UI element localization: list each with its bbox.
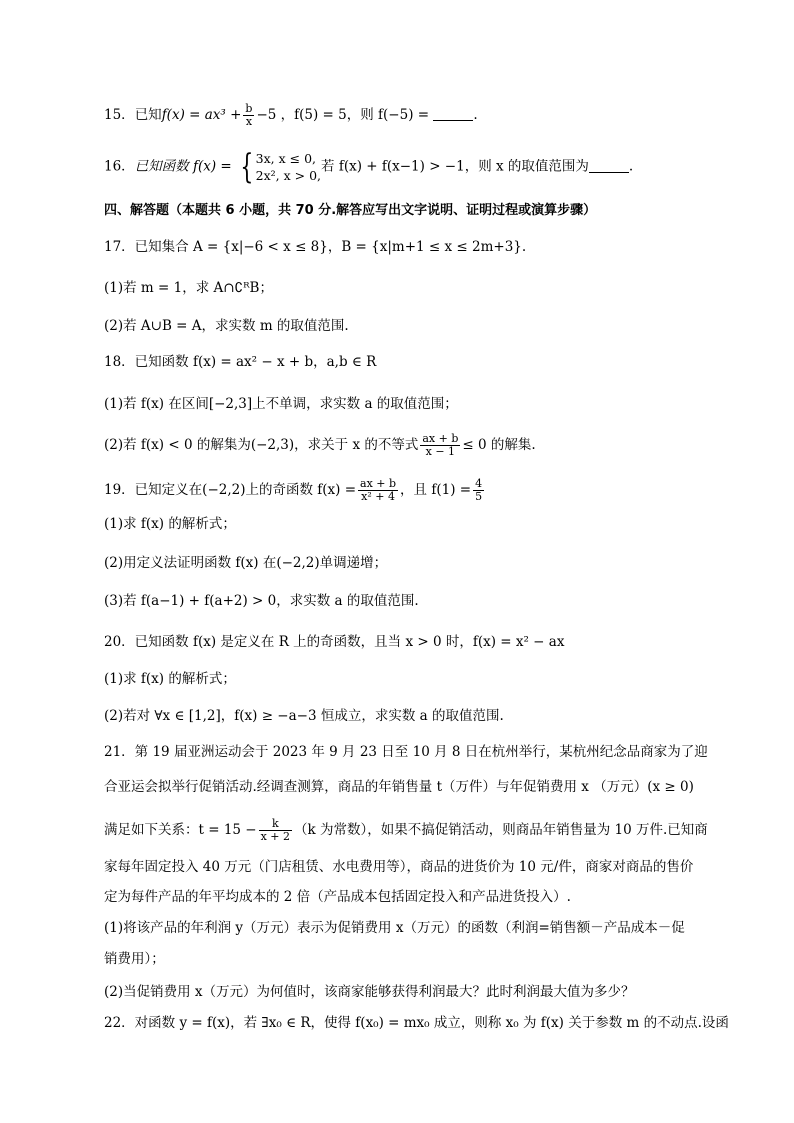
q18-fraction: [420, 433, 460, 458]
question-17-part-2: (2)若 A∪B = A，求实数 m 的取值范围.: [104, 318, 349, 334]
question-20-stem: 20．已知函数 f(x) 是定义在 R 上的奇函数，且当 x > 0 时，f(x) = x² − ax: [104, 634, 565, 650]
question-21-part-1a: (1)将该产品的年利润 y（万元）表示为促销费用 x（万元）的函数（利润=销售额－产品成本－促: [104, 920, 685, 936]
q21-l3-b: （k 为常数），如果不搞促销活动，则商品年销售量为 10 万件.已知商: [294, 822, 708, 838]
q15-frac-den: x: [245, 115, 253, 128]
question-18-stem: 18．已知函数 f(x) = ax² − x + b，a,b ∈ R: [104, 354, 377, 370]
q15-frac-num: b: [245, 102, 253, 115]
question-19-stem: [104, 478, 486, 503]
q16-case-2: 2x², x > 0,: [255, 168, 322, 183]
question-19-part-3: (3)若 f(a−1) + f(a+2) > 0，求实数 a 的取值范围.: [104, 593, 419, 609]
left-brace-icon: {: [240, 147, 254, 187]
question-21-part-1b: 销费用）；: [104, 951, 165, 967]
q21-frac-num: k: [259, 818, 292, 831]
question-18-part-1: (1)若 f(x) 在区间[−2,3]上不单调，求实数 a 的取值范围；: [104, 396, 458, 412]
q16-case-1: 3x, x ≤ 0,: [255, 151, 317, 166]
q18-p2-text-b: ≤ 0 的解集.: [462, 437, 536, 453]
q15-answer-blank: [433, 106, 473, 121]
question-16: [104, 147, 634, 187]
question-21-line-3: [104, 818, 708, 843]
question-22-line-1: 22．对函数 y = f(x)，若 ∃x₀ ∈ R，使得 f(x₀) = mx₀ 成立，则称 x₀ 为 f(x) 关于参数 m 的不动点.设函: [104, 1015, 729, 1031]
question-21-line-4: 家每年固定投入 40 万元（门店租赁、水电费用等），商品的进货价为 10 元/件，商家对商品的售价: [104, 859, 694, 875]
q18-frac-den: x − 1: [425, 445, 456, 458]
question-18-part-2: [104, 433, 536, 458]
question-15: [104, 103, 478, 128]
q15-end: .: [473, 107, 478, 123]
q19-f1-den: 5: [475, 490, 483, 503]
question-21-line-1: 21．第 19 届亚洲运动会于 2023 年 9 月 23 日至 10 月 8 日在杭州举行，某杭州纪念品商家为了迎: [104, 744, 708, 760]
q19-f1-num: 4: [475, 477, 483, 490]
q16-rest: 若 f(x) + f(x−1) > −1，则 x 的取值范围为: [321, 158, 589, 175]
question-21-line-5: 定为每件产品的年平均成本的 2 倍（产品成本包括固定投入和产品进货投入）.: [104, 889, 571, 905]
q16-cases: [256, 150, 321, 184]
q16-answer-blank: [589, 158, 629, 173]
question-19-part-1: (1)求 f(x) 的解析式；: [104, 516, 236, 532]
question-20-part-2: (2)若对 ∀x ∈ [1,2]，f(x) ≥ −a−3 恒成立，求实数 a 的取值范围.: [104, 708, 504, 724]
q19-stem-b: ，且 f(1) =: [400, 482, 472, 498]
q15-func: f(x) = ax³ +: [161, 107, 242, 123]
q15-rest: −5 ，f(5) = 5，则 f(−5) =: [256, 107, 430, 123]
question-19-part-2: (2)用定义法证明函数 f(x) 在(−2,2)单调递增；: [104, 555, 388, 571]
q16-prefix: 已知函数 f(x) =: [134, 158, 232, 175]
q16-number: 16．: [104, 158, 135, 175]
question-17-stem: 17．已知集合 A = {x|−6 < x ≤ 8}，B = {x|m+1 ≤ x ≤ 2m+3}.: [104, 239, 527, 255]
q21-l3-a: 满足如下关系：t = 15 −: [104, 822, 257, 838]
q19-stem-a: 19．已知定义在(−2,2)上的奇函数 f(x) =: [104, 482, 357, 498]
q15-prefix: 已知: [134, 107, 162, 123]
q18-frac-num: ax + b: [422, 432, 459, 445]
question-21-part-2: (2)当促销费用 x（万元）为何值时，该商家能够获得利润最大？此时利润最大值为多少？: [104, 984, 635, 1000]
q15-fraction: [243, 103, 254, 128]
question-21-line-2: 合亚运会拟举行促销活动.经调查测算，商品的年销售量 t（万件）与年促销费用 x （万元）(x ≥ 0): [104, 779, 694, 795]
section-heading-4: 四、解答题（本题共 6 小题，共 70 分.解答应写出文字说明、证明过程或演算步骤）: [104, 203, 597, 218]
q21-fraction: [259, 818, 292, 843]
q19-fraction: [358, 478, 398, 503]
q15-number: 15．: [104, 107, 135, 123]
q16-end: .: [628, 158, 634, 175]
q18-p2-text-a: (2)若 f(x) < 0 的解集为(−2,3)，求关于 x 的不等式: [104, 437, 419, 453]
question-20-part-1: (1)求 f(x) 的解析式；: [104, 671, 236, 687]
question-17-part-1: (1)若 m = 1，求 A∩∁ᴿB；: [104, 280, 273, 296]
q19-frac-num: ax + b: [360, 477, 397, 490]
q21-frac-den: x + 2: [260, 830, 291, 843]
q19-f1-fraction: [473, 478, 484, 503]
q19-frac-den: x² + 4: [361, 490, 395, 503]
